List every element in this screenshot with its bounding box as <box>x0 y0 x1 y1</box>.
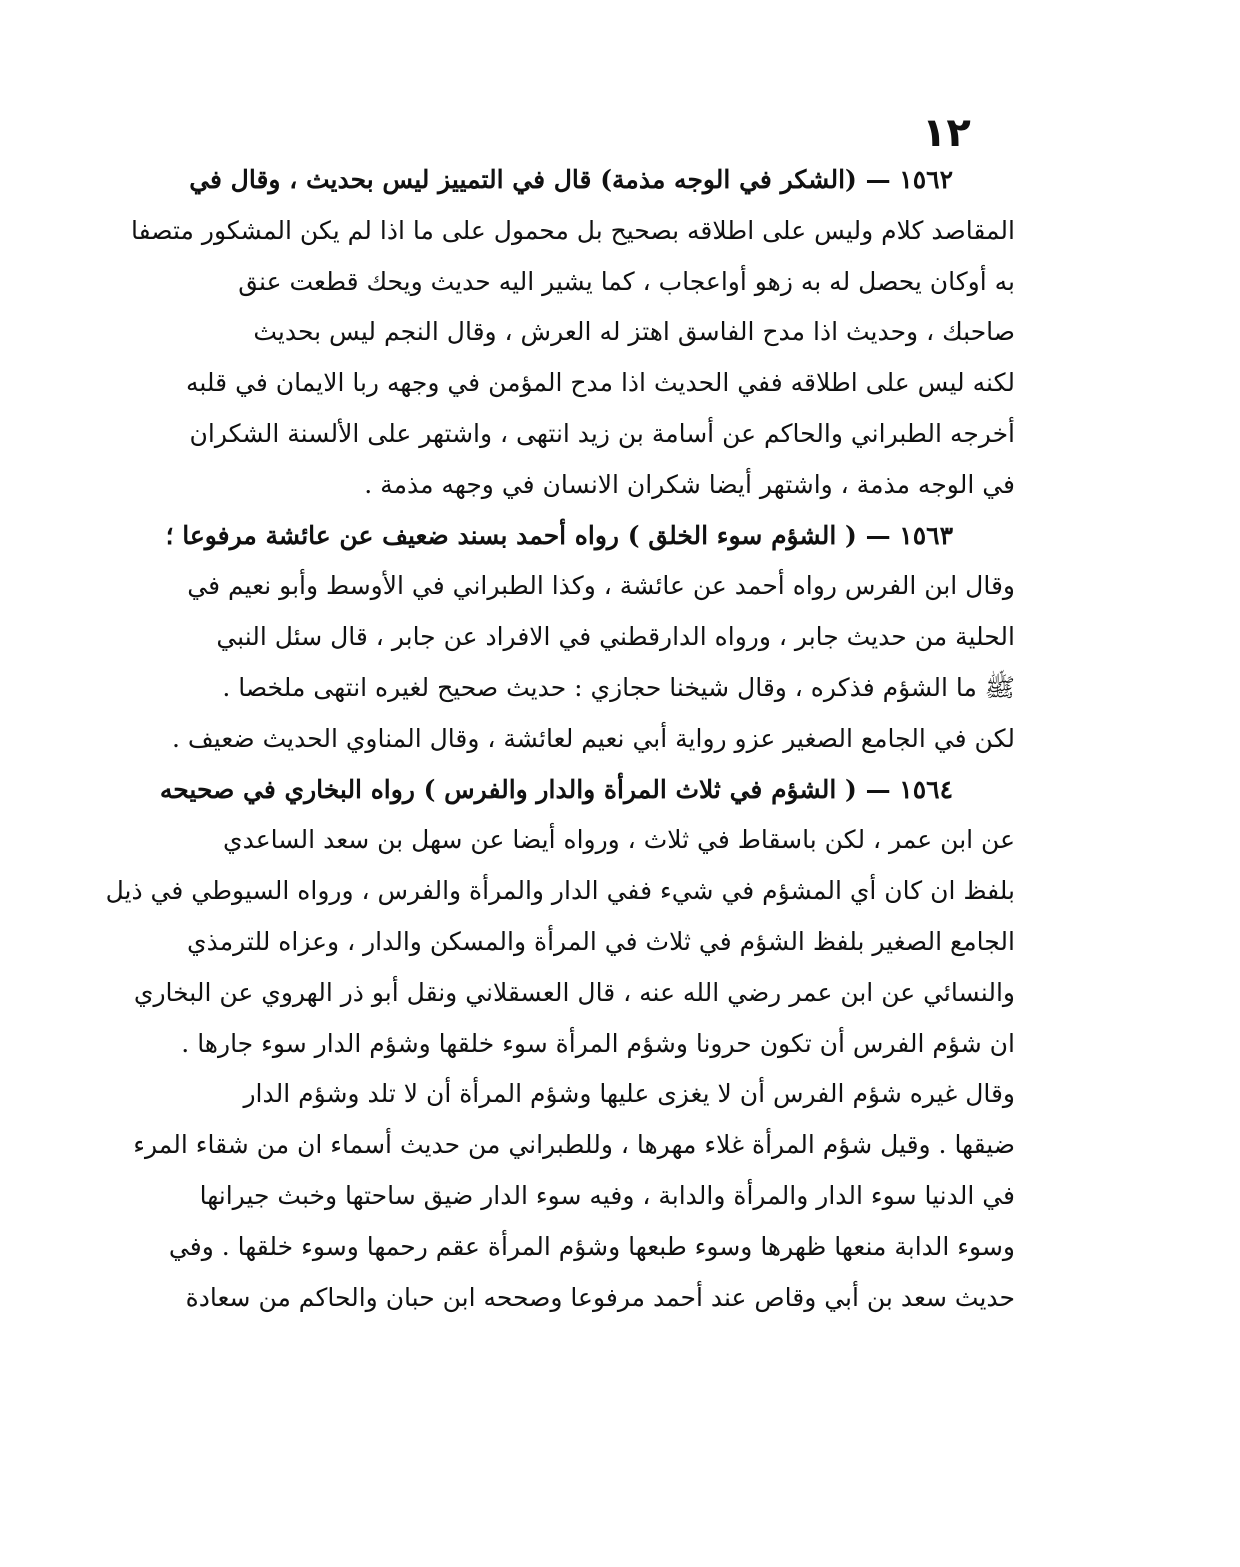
text-line: ضيقها . وقيل شؤم المرأة غلاء مهرها ، وللطبراني من حديث أسماء ان من شقاء المرء <box>133 1130 1015 1160</box>
text-line: وقال ابن الفرس رواه أحمد عن عائشة ، وكذا الطبراني في الأوسط وأبو نعيم في <box>187 571 1015 601</box>
entry-1563-heading: ١٥٦٣ — ( الشؤم سوء الخلق ) رواه أحمد بسند ضعيف عن عائشة مرفوعا ؛ <box>165 520 953 550</box>
body-text <box>105 155 1015 1323</box>
text-line: في الدنيا سوء الدار والمرأة والدابة ، وفيه سوء الدار ضيق ساحتها وخبث جيرانها <box>199 1180 1015 1210</box>
text-line: ان شؤم الفرس أن تكون حرونا وشؤم المرأة سوء خلقها وشؤم الدار سوء جارها . <box>181 1028 1015 1058</box>
text-line: الجامع الصغير بلفظ الشؤم في ثلاث في المرأة والمسكن والدار ، وعزاه للترمذي <box>187 926 1015 956</box>
page-number: ١٢ <box>922 110 971 156</box>
entry-1564-heading: ١٥٦٤ — ( الشؤم في ثلاث المرأة والدار والفرس ) رواه البخاري في صحيحه <box>159 774 953 804</box>
text-line: عن ابن عمر ، لكن باسقاط في ثلاث ، ورواه أيضا عن سهل بن سعد الساعدي <box>223 825 1015 855</box>
text-line: الحلية من حديث جابر ، ورواه الدارقطني في الافراد عن جابر ، قال سئل النبي <box>216 622 1015 652</box>
text-line: لكنه ليس على اطلاقه ففي الحديث اذا مدح المؤمن في وجهه ربا الايمان في قلبه <box>185 368 1015 398</box>
text-line: حديث سعد بن أبي وقاص عند أحمد مرفوعا وصححه ابن حبان والحاكم من سعادة <box>185 1282 1015 1312</box>
text-line: به أوكان يحصل له به زهو أواعجاب ، كما يشير اليه حديث ويحك قطعت عنق <box>238 266 1015 296</box>
text-line: وسوء الدابة منعها ظهرها وسوء طبعها وشؤم المرأة عقم رحمها وسوء خلقها . وفي <box>168 1231 1015 1261</box>
text-line: المقاصد كلام وليس على اطلاقه بصحيح بل محمول على ما اذا لم يكن المشكور متصفا <box>131 215 1015 245</box>
text-line: لكن في الجامع الصغير عزو رواية أبي نعيم لعائشة ، وقال المناوي الحديث ضعيف . <box>172 723 1015 753</box>
text-line: صاحبك ، وحديث اذا مدح الفاسق اهتز له العرش ، وقال النجم ليس بحديث <box>253 317 1015 347</box>
entry-1562-heading: ١٥٦٢ — (الشكر في الوجه مذمة) قال في التمييز ليس بحديث ، وقال في <box>189 165 953 194</box>
text-line: والنسائي عن ابن عمر رضي الله عنه ، قال العسقلاني ونقل أبو ذر الهروي عن البخاري <box>133 977 1015 1007</box>
text-line: بلفظ ان كان أي المشؤم في شيء ففي الدار والمرأة والفرس ، ورواه السيوطي في ذيل <box>105 876 1015 906</box>
text-line: وقال غيره شؤم الفرس أن لا يغزى عليها وشؤم المرأة أن لا تلد وشؤم الدار <box>243 1079 1015 1109</box>
text-line: في الوجه مذمة ، واشتهر أيضا شكران الانسان في وجهه مذمة . <box>364 469 1015 499</box>
text-line: أخرجه الطبراني والحاكم عن أسامة بن زيد انتهى ، واشتهر على الألسنة الشكران <box>189 418 1015 448</box>
text-line: ﷺ ما الشؤم فذكره ، وقال شيخنا حجازي : حديث صحيح لغيره انتهى ملخصا . <box>222 672 1015 702</box>
